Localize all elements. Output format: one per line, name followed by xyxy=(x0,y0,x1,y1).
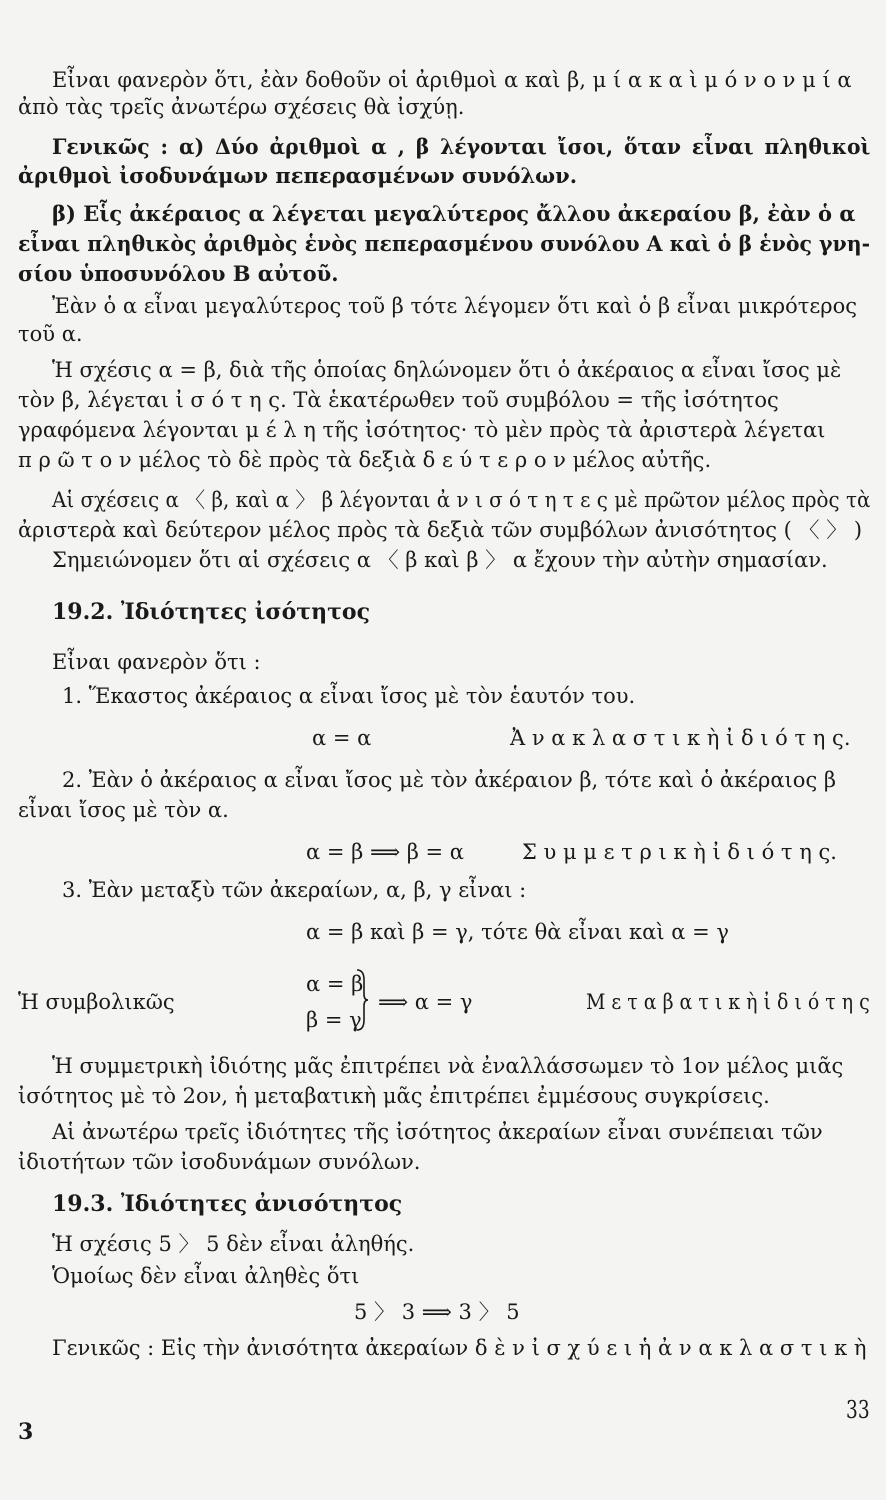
property-2-line-2: εἶναι ἴσος μὲ τὸν α. xyxy=(18,798,229,822)
section-19-2-heading: 19.2. Ἰδιότητες ἰσότητος xyxy=(52,599,370,625)
symbolic-label: Ἡ συμβολικῶς xyxy=(18,990,175,1014)
paragraph-consequence-line-2: ἰδιοτήτων τῶν ἰσοδυνάμων συνόλων. xyxy=(18,1150,421,1174)
property-1-text: 1. Ἕκαστος ἀκέραιος α εἶναι ἴσος μὲ τὸν ἑαυτόν του. xyxy=(62,684,636,708)
definition-a-line-2: ἀριθμοὶ ἰσοδυνάμων πεπερασμένων συνόλων. xyxy=(18,163,578,188)
definition-b-line-2: εἶναι πληθικὸς ἀριθμὸς ἑνὸς πεπερασμένου συνόλου Α καὶ ὁ β ἑνὸς γνη- xyxy=(18,231,871,256)
inequality-general-statement: Γενικῶς : Εἰς τὴν ἀνισότητα ἀκεραίων δ ὲ ν ἰ σ χ ύ ε ι ἡ ἀ ν α κ λ α σ τ ι κ ὴ xyxy=(52,1336,867,1360)
paragraph-5-line-2: τὸν β, λέγεται ἰ σ ό τ η ς. Τὰ ἑκατέρωθεν τοῦ συμβόλου = τῆς ἰσότητος xyxy=(18,388,779,412)
symbolic-premise-bottom: β = γ xyxy=(306,1008,362,1032)
paragraph-4-line-2: τοῦ α. xyxy=(18,322,83,346)
definition-b-line-3: σίου ὑποσυνόλου Β αὐτοῦ. xyxy=(18,261,339,286)
property-1-name: Ἀ ν α κ λ α σ τ ι κ ὴ ἰ δ ι ό τ η ς. xyxy=(510,726,851,750)
paragraph-symmetry-line-1: Ἡ συμμετρικὴ ἰδιότης μᾶς ἐπιτρέπει νὰ ἐναλλάσσωμεν τὸ 1ον μέλος μιᾶς xyxy=(52,1054,844,1078)
inequality-formula: 5 〉 3 ⟹ 3 〉 5 xyxy=(354,1300,520,1324)
definition-b-line-1: β) Εἷς ἀκέραιος α λέγεται μεγαλύτερος ἄλλου ἀκεραίου β, ἐὰν ὁ α xyxy=(52,201,856,226)
property-2-formula: α = β ⟹ β = α xyxy=(306,840,464,864)
paragraph-5-line-4: π ρ ῶ τ ο ν μέλος τὸ δὲ πρὸς τὰ δεξιὰ δ ε ύ τ ε ρ ο ν μέλος αὐτῆς. xyxy=(18,448,712,472)
paragraph-6-line-2: ἀριστερὰ καὶ δεύτερον μέλος πρὸς τὰ δεξιὰ τῶν συμβόλων ἀνισότητος ( 〈 〉 ) xyxy=(18,518,863,542)
paragraph-symmetry-line-2: ἰσότητος μὲ τὸ 2ον, ἡ μεταβατικὴ μᾶς ἐπιτρέπει ἐμμέσους συγκρίσεις. xyxy=(18,1084,770,1108)
property-2-name: Σ υ μ μ ε τ ρ ι κ ὴ ἰ δ ι ό τ η ς. xyxy=(522,840,837,864)
property-3-formula: α = β καὶ β = γ, τότε θὰ εἶναι καὶ α = γ xyxy=(306,920,729,944)
section-19-3-heading: 19.3. Ἰδιότητες ἀνισότητος xyxy=(52,1191,403,1217)
property-2-line-1: 2. Ἐὰν ὁ ἀκέραιος α εἶναι ἴσος μὲ τὸν ἀκέραιον β, τότε καὶ ὁ ἀκέραιος β xyxy=(62,768,837,792)
definition-a-line-1: Γενικῶς : α) Δύο ἀριθμοὶ α , β λέγονται ἴσοι, ὅταν εἶναι πληθικοὶ xyxy=(52,134,871,159)
page-number: 33 xyxy=(846,1396,870,1424)
paragraph-1-line-1: Εἶναι φανερὸν ὅτι, ἐὰν δοθοῦν οἱ ἀριθμοὶ α καὶ β, μ ί α κ α ὶ μ ό ν ο ν μ ί α xyxy=(52,68,852,92)
inequality-statement-1: Ἡ σχέσις 5 〉 5 δὲν εἶναι ἀληθής. xyxy=(52,1232,415,1256)
property-3-text: 3. Ἐὰν μεταξὺ τῶν ἀκεραίων, α, β, γ εἶναι : xyxy=(62,878,527,902)
inequality-statement-2: Ὁμοίως δὲν εἶναι ἀληθὲς ὅτι xyxy=(52,1264,360,1288)
right-brace-icon xyxy=(355,968,369,1032)
paragraph-6-line-1: Αἱ σχέσεις α 〈 β, καὶ α 〉 β λέγονται ἀ ν ι σ ό τ η τ ε ς μὲ πρῶτον μέλος πρὸς τὰ xyxy=(52,488,871,512)
paragraph-6-line-3: Σημειώνομεν ὅτι αἱ σχέσεις α 〈 β καὶ β 〉 α ἔχουν τὴν αὐτὴν σημασίαν. xyxy=(52,548,828,572)
section-19-2-intro: Εἶναι φανερὸν ὅτι : xyxy=(52,650,261,674)
signature-mark: 3 xyxy=(18,1419,34,1445)
symbolic-conclusion: ⟹ α = γ xyxy=(378,990,473,1014)
paragraph-consequence-line-1: Αἱ ἀνωτέρω τρεῖς ἰδιότητες τῆς ἰσότητος ἀκεραίων εἶναι συνέπειαι τῶν xyxy=(52,1120,823,1144)
paragraph-4-line-1: Ἐὰν ὁ α εἶναι μεγαλύτερος τοῦ β τότε λέγομεν ὅτι καὶ ὁ β εἶναι μικρότερος xyxy=(52,294,857,318)
symbolic-property-name: Μ ε τ α β α τ ι κ ὴ ἰ δ ι ό τ η ς xyxy=(586,990,870,1014)
property-1-formula: α = α xyxy=(312,726,372,750)
paragraph-1-line-2: ἀπὸ τὰς τρεῖς ἀνωτέρω σχέσεις θὰ ἰσχύῃ. xyxy=(18,95,465,119)
paragraph-5-line-1: Ἡ σχέσις α = β, διὰ τῆς ὁποίας δηλώνομεν ὅτι ὁ ἀκέραιος α εἶναι ἴσος μὲ xyxy=(52,358,842,382)
paragraph-5-line-3: γραφόμενα λέγονται μ έ λ η τῆς ἰσότητος· τὸ μὲν πρὸς τὰ ἀριστερὰ λέγεται xyxy=(18,418,826,442)
symbolic-premise-top: α = β xyxy=(306,972,364,996)
